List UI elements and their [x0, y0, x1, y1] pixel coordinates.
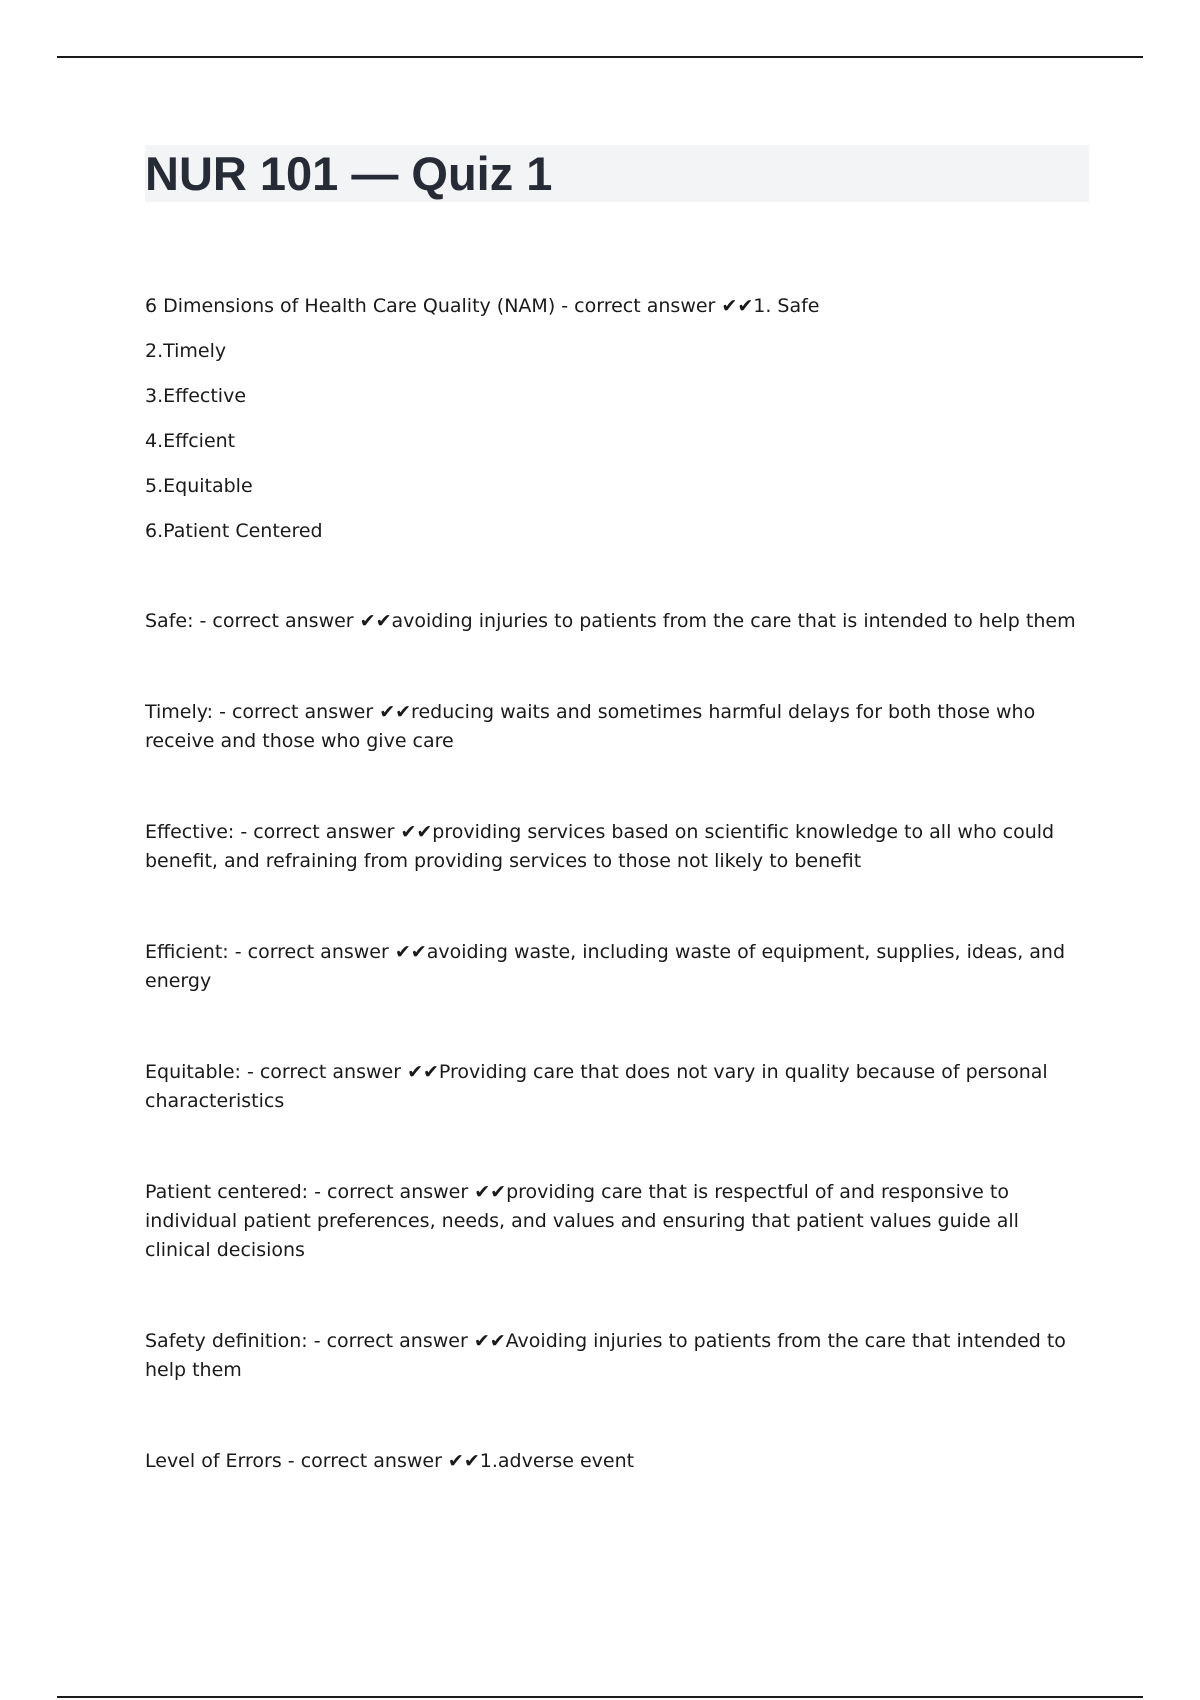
qa-timely: Timely: - correct answer ✔✔reducing waits and sometimes harmful delays for both those who receive and those who give care [145, 701, 1036, 752]
document-body [145, 292, 1085, 1476]
qa-level-of-errors: Level of Errors - correct answer ✔✔1.adverse event [145, 1450, 635, 1472]
page-title: NUR 101 — Quiz 1 [145, 147, 553, 200]
intro-line: 6 Dimensions of Health Care Quality (NAM) - correct answer ✔✔1. Safe [145, 295, 820, 317]
qa-safety-definition: Safety definition: - correct answer ✔✔Avoiding injuries to patients from the care that intended to help them [145, 1330, 1066, 1381]
intro-line: 3.Effective [145, 385, 247, 407]
bottom-divider [57, 1696, 1143, 1698]
intro-line: 4.Effcient [145, 430, 236, 452]
qa-effective: Effective: - correct answer ✔✔providing services based on scientific knowledge to all who could benefit, and refraining from providing services to those not likely to benefit [145, 821, 1055, 872]
intro-line: 2.Timely [145, 340, 227, 362]
top-divider [57, 56, 1143, 58]
intro-line: 6.Patient Centered [145, 520, 323, 542]
qa-safe: Safe: - correct answer ✔✔avoiding injuries to patients from the care that is intended to help them [145, 610, 1076, 632]
qa-equitable: Equitable: - correct answer ✔✔Providing care that does not vary in quality because of personal characteristics [145, 1061, 1048, 1112]
intro-line: 5.Equitable [145, 475, 253, 497]
qa-efficient: Efficient: - correct answer ✔✔avoiding waste, including waste of equipment, supplies, ideas, and energy [145, 941, 1066, 992]
qa-patient-centered: Patient centered: - correct answer ✔✔providing care that is respectful of and responsive to individual patient preferences, needs, and values and ensuring that patient values guide all clinical decisions [145, 1181, 1019, 1261]
